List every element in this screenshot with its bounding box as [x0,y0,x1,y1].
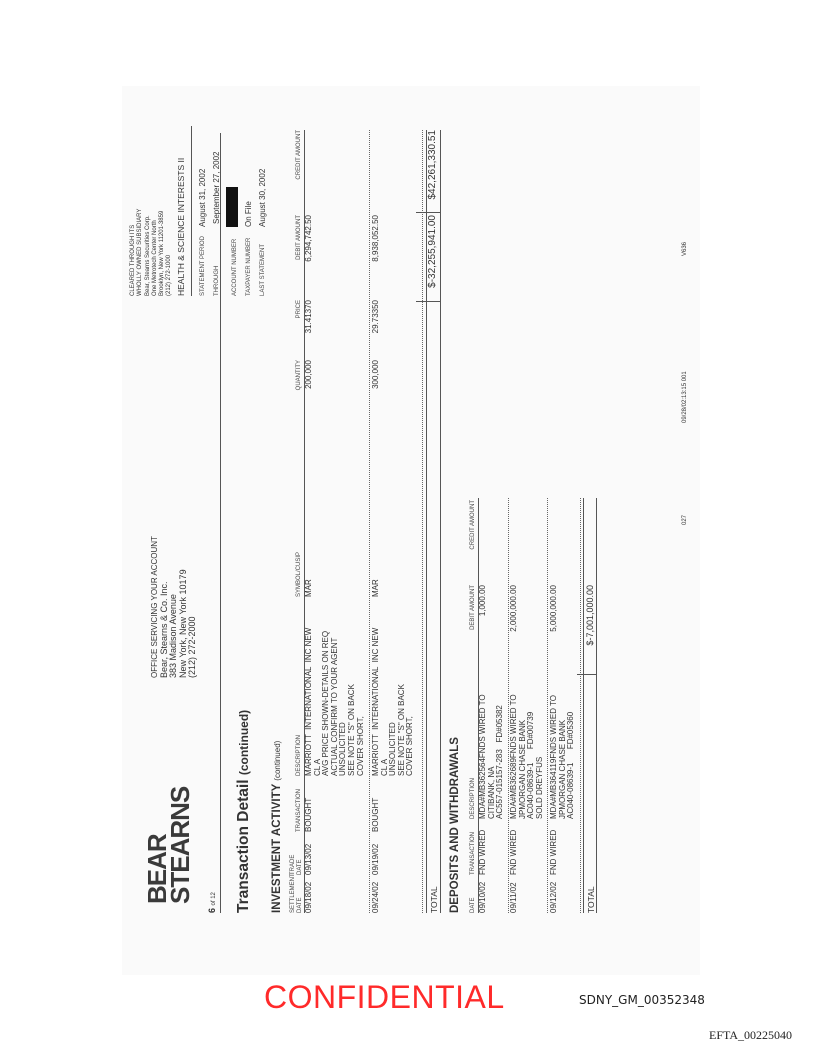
footer-code-3: V636 [682,241,688,256]
deposit-row-3-transaction: FND WIRED [549,829,558,875]
office-line-4: New York, New York 10179 [177,569,188,678]
page-num: 6 [207,907,217,913]
deposits-total-rule-bottom [596,498,597,913]
dep-col-credit: CREDIT AMOUNT [470,500,476,550]
office-block [150,536,198,678]
investment-total-divider-1 [416,301,441,302]
footer-code-2: 09/28/02:13:15 001 [682,371,688,423]
investment-row-2-price: 29.73350 [371,300,380,334]
clearing-block [130,209,174,296]
investment-row-2-symbol: MAR [371,579,380,597]
rotated-statement-content [122,86,700,975]
page-title-suffix: (continued) [237,709,251,776]
col-description: DESCRIPTION [296,734,302,776]
header-rule [220,133,221,913]
investment-row-2-transaction: BOUGHT [371,797,380,832]
last-statement-value: August 30, 2002 [258,168,267,227]
col-symbol-cusip: SYMBOL/CUSIP [296,551,302,597]
client-name: HEALTH & SCIENCE INTERESTS II [176,157,186,296]
cleared-line-4: One Metrotech Center North [151,220,158,296]
cleared-line-6: (212) 272-1000 [166,254,173,296]
investment-total-divider-2 [416,212,441,213]
investment-row-1-settle: 09/18/02 [304,881,313,913]
taxpayer-number-value: On File [244,201,253,227]
cleared-line-5: Brooklyn, New York 11201-3859 [159,210,166,296]
office-line-3: 383 Madison Avenue [168,594,178,678]
investment-title: INVESTMENT ACTIVITY [271,783,283,913]
investment-row-1-price: 31.41370 [304,300,313,334]
investment-row-2-debit: 8,938,052.50 [371,215,380,262]
investment-total-label: TOTAL [429,886,439,913]
investment-row-2-quantity: 300,000 [371,360,380,389]
investment-row-1-description: MARRIOTT INTERNATIONAL INC NEW CL A AVG PRICE SHOWN-DETAILS ON REQ ACTUAL CONFIRM TO YOUR AGENT UNSOLICITED SEE NOTE "S" ON BACK COVER SHORT, [304,627,365,776]
investment-row-1-symbol: MAR [304,579,313,597]
deposits-heading: DEPOSITS AND WITHDRAWALS [449,737,461,913]
deposit-row-2-description: MDA#MB362689FNDS WIRED TO JPMORGAN CHASE BANK AC040-08639-1 FD#00739 SOLD DREYFUS [509,694,544,819]
deposit-row-2-debit: 2,000,000.00 [509,585,518,632]
col-transaction: TRANSACTION [296,788,302,832]
deposit-row-2-divider [547,498,548,913]
investment-row-2-settle: 09/24/02 [371,881,380,913]
investment-row-2-trade: 09/19/02 [371,843,380,875]
statement-period-value: August 31, 2002 [198,168,207,227]
col-price: PRICE [296,300,302,319]
dep-col-date: DATE [470,897,476,913]
investment-total-rule-bottom [440,130,441,913]
investment-row-1-debit: 6,294,742.50 [304,215,313,262]
cleared-line-3: Bear, Stearns Securities Corp. [144,215,151,296]
investment-total-debit: $-32,255,941.00 [427,215,438,288]
deposit-row-3-date: 09/12/02 [549,881,558,913]
investment-row-1-transaction: BOUGHT [304,797,313,832]
deposit-row-2-date: 09/11/02 [509,882,518,913]
investment-title-suffix: (continued) [273,740,282,781]
col-settlement-date: SETTLEMENT DATE [290,873,303,913]
bates-number: SDNY_GM_00352348 [579,993,705,1007]
investment-row-2-divider [422,130,423,913]
page-title-text: Transaction Detail [235,779,252,913]
logo-line-1: BEAR [142,834,172,904]
deposit-row-1-debit: 1,000.00 [478,585,487,617]
deposit-row-3-description: MDA#MB364119FNDS WIRED TO JPMORGAN CHASE BANK AC040-08639-1 FD#05360 [549,694,576,819]
col-debit-amount: DEBIT AMOUNT [296,215,302,260]
deposits-total-divider [577,674,597,675]
through-label: THROUGH [214,265,220,296]
deposits-total-debit: $-7,001,000.00 [585,585,595,646]
deposit-row-3-debit: 5,000,000.00 [549,585,558,632]
deposit-row-3-divider [580,498,581,913]
deposits-total-rule-top [583,498,584,913]
through-value: September 27, 2002 [212,151,221,224]
account-number-redaction [226,187,238,227]
statement-period-label: STATEMENT PERIOD [200,235,206,296]
taxpayer-number-label: TAXPAYER NUMBER [246,237,252,296]
dep-col-transaction: TRANSACTION [470,831,476,875]
col-quantity: QUANTITY [296,360,302,391]
page-number [207,892,217,913]
efta-number: EFTA_00225040 [709,1028,793,1042]
dep-col-debit: DEBIT AMOUNT [470,585,476,630]
investment-row-1-divider [369,130,370,913]
deposit-row-1-description: MDA#MB362564FNDS WIRED TO CITIBANK, NA AC557-015157-283 FD#05382 [478,694,505,819]
bear-stearns-logo [142,786,195,904]
account-number-label: ACCOUNT NUMBER [232,238,238,296]
deposit-row-1-transaction: FND WIRED [478,829,487,875]
investment-total-credit: $42,261,330.51 [427,130,438,200]
dep-col-description: DESCRIPTION [470,777,476,819]
cleared-line-1: CLEARED THROUGH ITS [130,224,136,296]
last-statement-label: LAST STATEMENT [260,243,266,296]
page-title [235,710,253,913]
footer-code-1: 027 [682,514,688,525]
office-line-1: OFFICE SERVICING YOUR ACCOUNT [150,536,159,678]
investment-row-2-description: MARRIOTT INTERNATIONAL INC NEW CL A UNSOLICITED SEE NOTE "S" ON BACK COVER SHORT, [371,627,415,776]
investment-activity-heading [271,741,283,913]
page-of: of 12 [211,892,217,906]
deposit-row-2-transaction: FND WIRED [509,829,518,875]
col-trade-date: TRADE DATE [290,854,303,875]
col-credit-amount: CREDIT AMOUNT [296,130,302,180]
confidential-stamp: CONFIDENTIAL [264,979,505,1015]
office-line-5: (212) 272-2000 [187,616,197,678]
scanned-statement-page [122,86,700,975]
investment-row-1-quantity: 200,000 [304,360,313,389]
investment-row-1-trade: 09/13/02 [304,843,313,875]
office-line-2: Bear, Stearns & Co. Inc. [158,581,169,678]
client-rule [191,126,192,296]
deposits-total-label: TOTAL [586,886,596,913]
logo-line-2: STEARNS [165,786,195,904]
cleared-line-2: WHOLLY OWNED SUBSIDIARY [137,208,144,296]
deposit-row-1-date: 09/10/02 [478,881,487,913]
